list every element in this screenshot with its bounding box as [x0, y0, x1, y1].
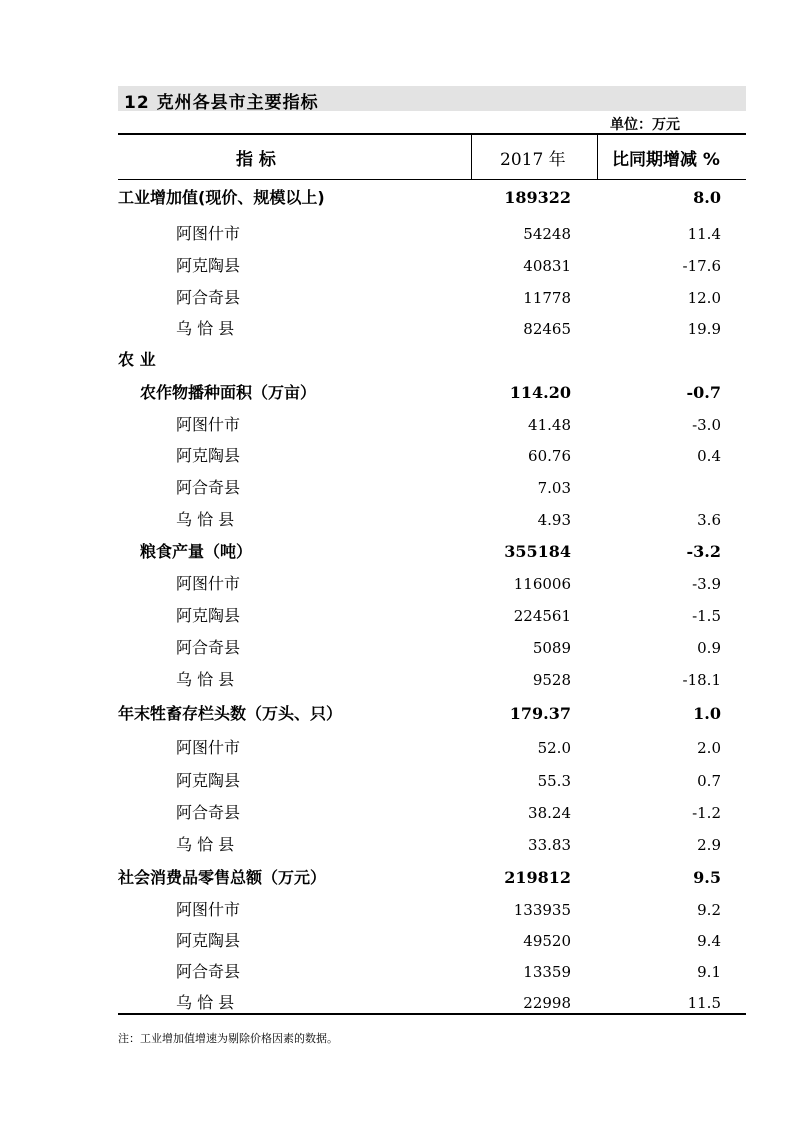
value-2017: 355184 — [504, 542, 571, 561]
value-2017: 116006 — [513, 575, 571, 593]
table-row — [0, 798, 793, 828]
row-label: 阿克陶县 — [176, 931, 241, 950]
header-change: 比同期增减 % — [612, 150, 720, 170]
value-change: 12.0 — [687, 289, 721, 307]
row-label: 阿克陶县 — [176, 771, 241, 790]
row-label: 阿合奇县 — [176, 638, 241, 657]
table-row — [0, 378, 793, 408]
row-label: 乌 恰 县 — [176, 835, 235, 854]
value-change: -3.0 — [692, 416, 721, 434]
value-change: 9.5 — [693, 868, 721, 887]
value-2017: 33.83 — [528, 836, 571, 854]
footnote: 注：工业增加值增速为剔除价格因素的数据。 — [118, 1032, 338, 1045]
table-row — [0, 314, 793, 344]
value-change: 9.2 — [697, 901, 721, 919]
row-label: 阿克陶县 — [176, 256, 241, 275]
row-label: 阿克陶县 — [176, 446, 241, 465]
value-2017: 224561 — [513, 607, 571, 625]
row-label: 乌 恰 县 — [176, 510, 235, 529]
table-row — [0, 957, 793, 987]
value-change: 9.4 — [697, 932, 721, 950]
table-row — [0, 830, 793, 860]
value-2017: 54248 — [523, 225, 571, 243]
table-title: 12 克州各县市主要指标 — [124, 93, 319, 113]
unit-label: 单位：万元 — [610, 117, 680, 133]
row-label: 阿图什市 — [176, 574, 241, 593]
table-row — [0, 699, 793, 729]
row-label: 阿图什市 — [176, 738, 241, 757]
row-label: 阿合奇县 — [176, 962, 241, 981]
table-row — [0, 601, 793, 631]
value-change: -3.9 — [692, 575, 721, 593]
row-label: 阿合奇县 — [176, 803, 241, 822]
value-change: 8.0 — [693, 188, 721, 207]
row-label: 阿图什市 — [176, 224, 241, 243]
table-row — [0, 251, 793, 281]
value-2017: 179.37 — [509, 704, 571, 723]
value-change: 11.5 — [687, 994, 721, 1012]
value-2017: 189322 — [504, 188, 571, 207]
header-year: 2017 年 — [500, 150, 566, 170]
table-row — [0, 733, 793, 763]
value-2017: 133935 — [513, 901, 571, 919]
table-row — [0, 345, 793, 375]
value-2017: 5089 — [532, 639, 571, 657]
row-label: 阿合奇县 — [176, 288, 241, 307]
table-row — [0, 895, 793, 925]
header-divider-2 — [597, 135, 598, 179]
table-row — [0, 505, 793, 535]
value-change: -1.2 — [692, 804, 721, 822]
value-change: 19.9 — [687, 320, 721, 338]
value-2017: 9528 — [532, 671, 571, 689]
value-2017: 22998 — [523, 994, 571, 1012]
row-label: 阿图什市 — [176, 900, 241, 919]
row-label: 农作物播种面积（万亩） — [140, 383, 317, 402]
row-label: 乌 恰 县 — [176, 993, 235, 1012]
value-2017: 114.20 — [509, 383, 571, 402]
table-row — [0, 410, 793, 440]
table-row — [0, 633, 793, 663]
table-row — [0, 926, 793, 956]
row-label: 社会消费品零售总额（万元） — [118, 868, 327, 887]
table-row — [0, 473, 793, 503]
table-row — [0, 283, 793, 313]
value-2017: 11778 — [523, 289, 571, 307]
value-change: 9.1 — [697, 963, 721, 981]
value-2017: 82465 — [523, 320, 571, 338]
value-change: -3.2 — [686, 542, 721, 561]
value-2017: 13359 — [523, 963, 571, 981]
value-change: 0.4 — [697, 447, 721, 465]
value-2017: 55.3 — [537, 772, 571, 790]
row-label: 年末牲畜存栏头数（万头、只） — [118, 704, 343, 723]
value-change: -0.7 — [686, 383, 721, 402]
row-label: 粮食产量（吨） — [140, 542, 253, 561]
value-2017: 40831 — [523, 257, 571, 275]
table-row — [0, 441, 793, 471]
value-change: -17.6 — [682, 257, 721, 275]
row-label: 阿合奇县 — [176, 478, 241, 497]
value-change: 1.0 — [693, 704, 721, 723]
row-label: 阿图什市 — [176, 415, 241, 434]
header-indicator: 指 标 — [236, 150, 276, 170]
row-label: 农 业 — [118, 350, 156, 369]
top-rule — [118, 133, 746, 135]
table-row — [0, 863, 793, 893]
value-2017: 219812 — [504, 868, 571, 887]
value-change: 2.9 — [697, 836, 721, 854]
value-change: 0.9 — [697, 639, 721, 657]
value-change: -18.1 — [682, 671, 721, 689]
value-2017: 41.48 — [528, 416, 571, 434]
table-row — [0, 569, 793, 599]
value-2017: 49520 — [523, 932, 571, 950]
table-row — [0, 219, 793, 249]
value-2017: 52.0 — [537, 739, 571, 757]
value-2017: 4.93 — [537, 511, 571, 529]
table-row — [0, 183, 793, 213]
value-change: 0.7 — [697, 772, 721, 790]
value-2017: 38.24 — [528, 804, 571, 822]
table-row — [0, 665, 793, 695]
row-label: 阿克陶县 — [176, 606, 241, 625]
table-row — [0, 537, 793, 567]
value-2017: 60.76 — [528, 447, 571, 465]
header-divider-1 — [471, 135, 472, 179]
table-row — [0, 766, 793, 796]
bottom-rule — [118, 1013, 746, 1015]
value-change: 3.6 — [697, 511, 721, 529]
value-2017: 7.03 — [537, 479, 571, 497]
value-change: 2.0 — [697, 739, 721, 757]
header-rule — [118, 179, 746, 180]
row-label: 工业增加值(现价、规模以上) — [118, 188, 325, 207]
value-change: -1.5 — [692, 607, 721, 625]
row-label: 乌 恰 县 — [176, 670, 235, 689]
value-change: 11.4 — [687, 225, 721, 243]
row-label: 乌 恰 县 — [176, 319, 235, 338]
